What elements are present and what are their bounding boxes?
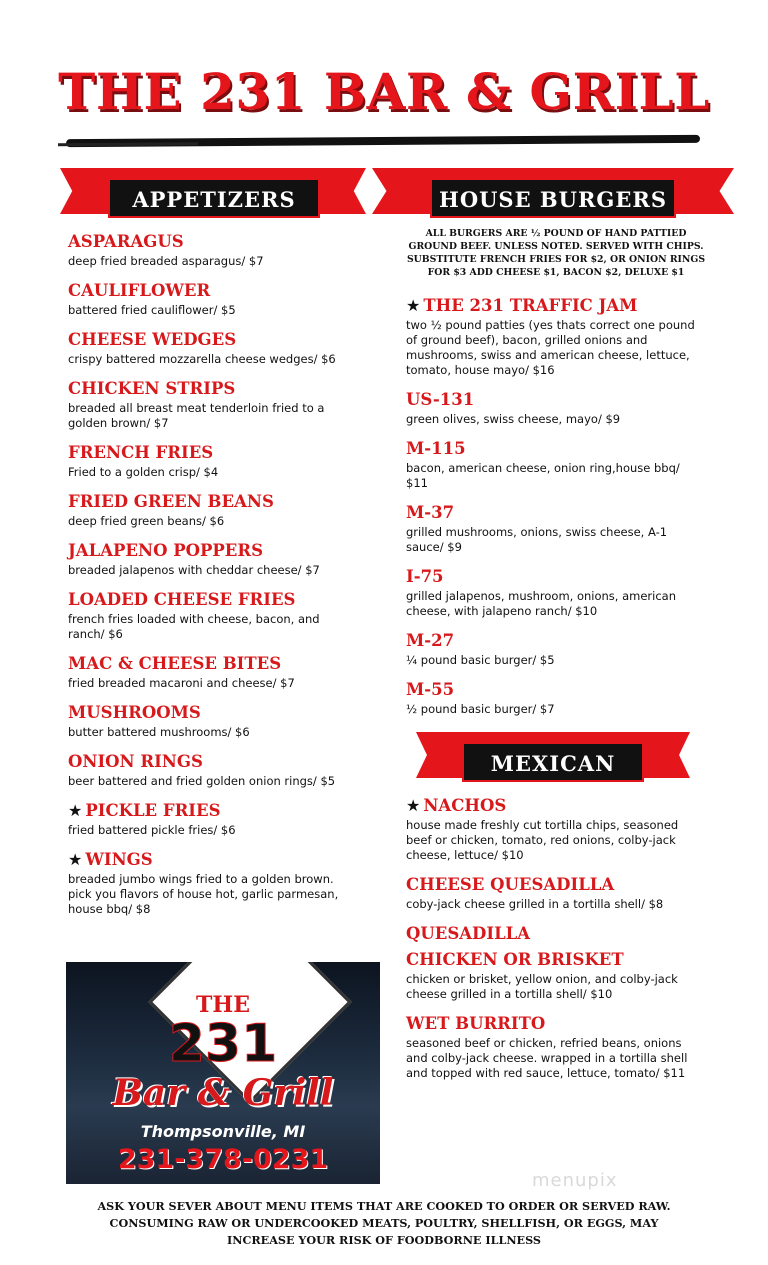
menu-item-name: [406, 1014, 696, 1034]
menu-item-name: [68, 379, 358, 399]
menu-item: [68, 443, 358, 480]
logo-bar-grill: Bar & Grill: [112, 1072, 334, 1114]
menu-item-desc: ½ pound basic burger/ $7: [406, 702, 555, 716]
appetizers-banner: [60, 168, 366, 224]
menu-item-desc: breaded jalapenos with cheddar cheese/ $7: [68, 563, 320, 577]
menu-item-desc: bacon, american cheese, onion ring,house bbq/ $11: [406, 461, 680, 490]
menu-item-desc: butter battered mushrooms/ $6: [68, 725, 250, 739]
menu-item: [68, 281, 358, 318]
menu-item-name-text: CHEESE WEDGES: [68, 330, 237, 349]
menu-item-desc: seasoned beef or chicken, refried beans, onions and colby-jack cheese. wrapped in a tortilla shell and topped with red sauce, lettuce, tomato/ $11: [406, 1036, 688, 1080]
menu-item-desc: grilled mushrooms, onions, swiss cheese, A-1 sauce/ $9: [406, 525, 668, 554]
raw-food-warning: [0, 1198, 768, 1249]
menu-item-name-text: ASPARAGUS: [68, 232, 184, 251]
menu-item-desc: two ½ pound patties (yes thats correct one pound of ground beef), bacon, grilled onions and mushrooms, swiss and american cheese, lettuce, tomato, house mayo/ $16: [406, 318, 695, 377]
appetizers-list: [68, 232, 358, 929]
menu-item: [68, 492, 358, 529]
menu-item-name: [68, 281, 358, 301]
mexican-list: [406, 796, 696, 1093]
watermark: menupix: [532, 1170, 618, 1191]
menu-item-name: [406, 875, 696, 895]
menu-item-name-text: MAC & CHEESE BITES: [68, 654, 282, 673]
menu-item-desc: coby-jack cheese grilled in a tortilla shell/ $8: [406, 897, 664, 911]
menu-item-name-text: M-37: [406, 503, 455, 522]
menu-item-name-text: WINGS: [85, 850, 153, 869]
menu-item: [406, 1014, 696, 1081]
menu-item: [68, 379, 358, 431]
menu-item-name-text: M-55: [406, 680, 455, 699]
menu-item-name: [68, 801, 358, 821]
menu-item-name-text: QUESADILLA: [406, 924, 531, 943]
menu-item-desc: chicken or brisket, yellow onion, and colby-jack cheese grilled in a tortilla shell/ $10: [406, 972, 678, 1001]
menu-title: THE 231 BAR & GRILL: [58, 62, 710, 121]
menu-item: [406, 796, 696, 863]
burgers-note: ALL BURGERS ARE ½ POUND OF HAND PATTIED GROUND BEEF. UNLESS NOTED. SERVED WITH CHIPS. SUBSTITUTE FRENCH FRIES FOR $2, OR ONION RINGS FOR $3 ADD CHEESE $1, BACON $2, DELUXE $1: [406, 228, 706, 278]
burgers-banner: [372, 168, 734, 224]
menu-item-name: [406, 439, 696, 459]
menu-item: [406, 680, 696, 717]
menu-item: [68, 541, 358, 578]
mexican-heading: MEXICAN: [462, 742, 644, 782]
menu-item-name-text: CHEESE QUESADILLA: [406, 875, 615, 894]
menu-item-desc: deep fried breaded asparagus/ $7: [68, 254, 264, 268]
menu-item-name-text: US-131: [406, 390, 475, 409]
menu-item: [406, 439, 696, 491]
star-icon: ★: [68, 801, 83, 820]
mexican-banner: [416, 732, 690, 788]
warning-text: ASK YOUR SEVER ABOUT MENU ITEMS THAT ARE COOKED TO ORDER OR SERVED RAW. CONSUMING RAW OR UNDERCOOKED MEATS, POULTRY, SHELLFISH, OR EGGS, MAY INCREASE YOUR RISK OF FOODBORNE ILLNESS: [97, 1199, 671, 1247]
menu-item: [68, 703, 358, 740]
menu-item-name: [68, 443, 358, 463]
menu-item: [68, 330, 358, 367]
menu-item: [68, 654, 358, 691]
menu-item-desc: green olives, swiss cheese, mayo/ $9: [406, 412, 621, 426]
menu-item: [68, 590, 358, 642]
logo-city: Thompsonville, MI: [140, 1122, 306, 1141]
menu-item-name-text: JALAPENO POPPERS: [68, 541, 263, 560]
menu-item-name-text: CAULIFLOWER: [68, 281, 211, 300]
logo-the: THE: [196, 992, 250, 1018]
burgers-note-wrap: [406, 227, 706, 279]
menu-item-desc: battered fried cauliflower/ $5: [68, 303, 236, 317]
menu-item-name: [406, 796, 696, 816]
menu-item: [68, 232, 358, 269]
menu-item-name-text: FRIED GREEN BEANS: [68, 492, 274, 511]
menu-item-name: [406, 631, 696, 651]
menu-item-name: [68, 590, 358, 610]
menu-item-name: [406, 567, 696, 587]
menu-item-name-text: NACHOS: [423, 796, 507, 815]
menu-item-name: [406, 680, 696, 700]
menu-item: [406, 924, 696, 1002]
star-icon: ★: [68, 850, 83, 869]
menu-item: [406, 296, 696, 378]
menu-item-name-text: FRENCH FRIES: [68, 443, 214, 462]
menu-item-desc: beer battered and fried golden onion rings/ $5: [68, 774, 336, 788]
menu-item-name: [68, 232, 358, 252]
star-icon: ★: [406, 296, 421, 315]
menu-item-name-text: I-75: [406, 567, 444, 586]
menu-item-name: [68, 330, 358, 350]
logo-number: 231: [168, 1014, 278, 1074]
menu-item-desc: fried breaded macaroni and cheese/ $7: [68, 676, 295, 690]
restaurant-logo: [66, 962, 380, 1184]
menu-item-desc: grilled jalapenos, mushroom, onions, american cheese, with jalapeno ranch/ $10: [406, 589, 677, 618]
menu-item-name: [406, 924, 696, 944]
menu-item-desc: fried battered pickle fries/ $6: [68, 823, 236, 837]
burgers-list: [406, 296, 696, 729]
menu-item: [68, 752, 358, 789]
menu-item-name: [68, 850, 358, 870]
menu-item-name-text: PICKLE FRIES: [85, 801, 221, 820]
menu-item-name-text: LOADED CHEESE FRIES: [68, 590, 296, 609]
menu-item-name: [68, 654, 358, 674]
logo-phone: 231-378-0231: [117, 1144, 329, 1175]
menu-item-name: [68, 752, 358, 772]
menu-item: [68, 850, 358, 917]
burgers-heading: HOUSE BURGERS: [430, 178, 676, 218]
menu-item-name: [68, 703, 358, 723]
menu-item-name-text: THE 231 TRAFFIC JAM: [423, 296, 638, 315]
menu-item-name-text: M-27: [406, 631, 455, 650]
menu-item-name: [406, 503, 696, 523]
menu-item-desc: house made freshly cut tortilla chips, seasoned beef or chicken, tomato, red onions, colby-jack cheese, lettuce/ $10: [406, 818, 679, 862]
menu-item-name-text: M-115: [406, 439, 466, 458]
menu-item-name: [68, 541, 358, 561]
menu-item: [406, 875, 696, 912]
menu-item-desc: french fries loaded with cheese, bacon, and ranch/ $6: [68, 612, 320, 641]
menu-item-desc: ¼ pound basic burger/ $5: [406, 653, 555, 667]
menu-item-desc: breaded jumbo wings fried to a golden brown. pick you flavors of house hot, garlic parmesan, house bbq/ $8: [68, 872, 339, 916]
menu-item: [68, 801, 358, 838]
menu-item: [406, 390, 696, 427]
menu-item: [406, 567, 696, 619]
appetizers-heading: APPETIZERS: [108, 178, 320, 218]
menu-item-name-text: CHICKEN STRIPS: [68, 379, 236, 398]
menu-item-name-line2: CHICKEN OR BRISKET: [406, 950, 624, 969]
menu-item-name: [406, 296, 696, 316]
menu-item-name: [68, 492, 358, 512]
menu-item-desc: deep fried green beans/ $6: [68, 514, 225, 528]
menu-item: [406, 503, 696, 555]
menu-item-name: [406, 390, 696, 410]
menu-item-desc: Fried to a golden crisp/ $4: [68, 465, 219, 479]
menu-item-desc: crispy battered mozzarella cheese wedges/ $6: [68, 352, 336, 366]
menu-item-desc: breaded all breast meat tenderloin fried to a golden brown/ $7: [68, 401, 325, 430]
menu-item-name-text: ONION RINGS: [68, 752, 203, 771]
menu-item-name-text: WET BURRITO: [406, 1014, 546, 1033]
menu-item-name-text: MUSHROOMS: [68, 703, 201, 722]
menu-item: [406, 631, 696, 668]
title-underline: [66, 135, 700, 147]
star-icon: ★: [406, 796, 421, 815]
